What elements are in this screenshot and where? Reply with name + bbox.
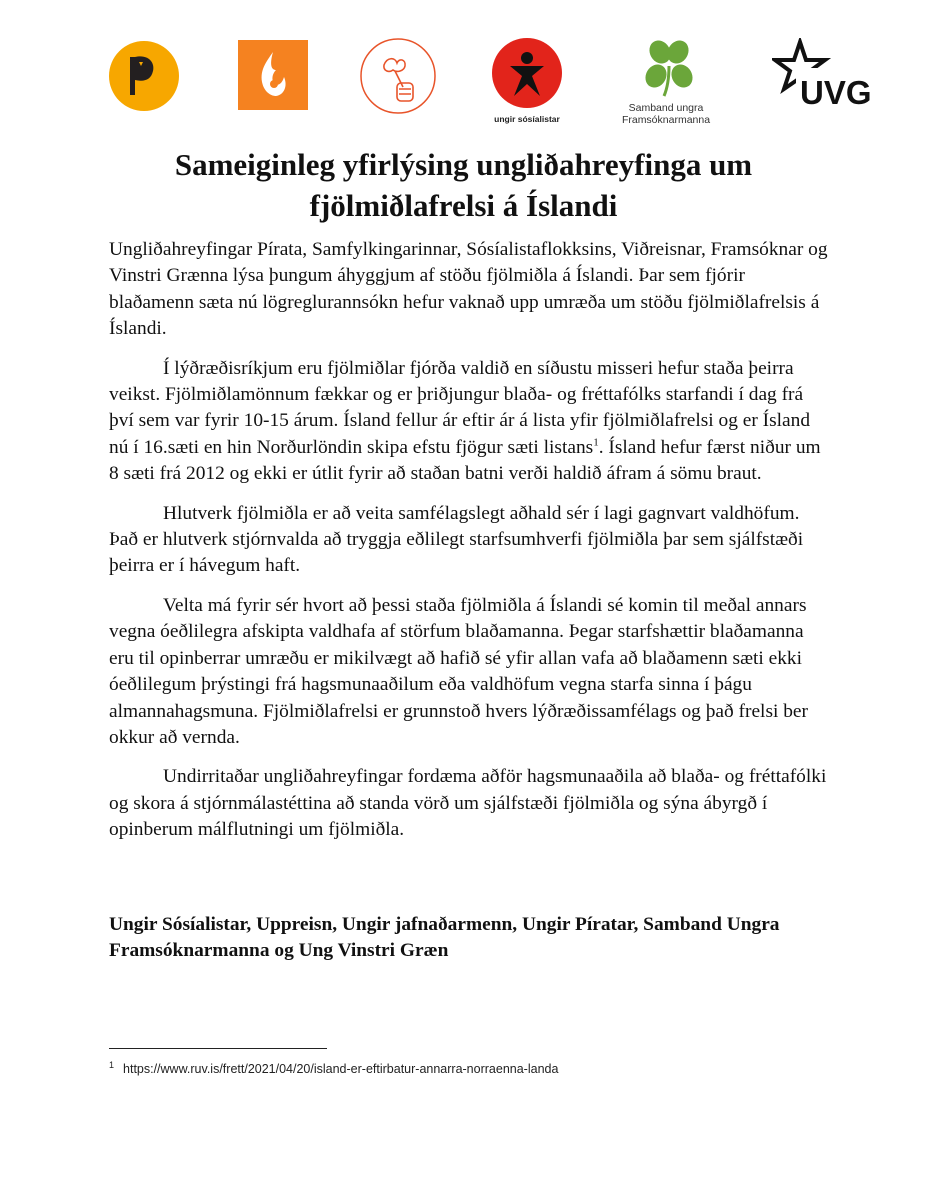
pirates-logo (108, 40, 180, 112)
paragraph-1: Ungliðahreyfingar Pírata, Samfylkingarinnar, Sósíalistaflokksins, Viðreisnar, Framsóknar og Vinstri Grænna lýsa þungum áhyggjum af stöðu fjölmiðla á Íslandi. Þar sem fjórir blaðamenn sæta nú lögreglurannsókn hefur vaknað upp umræða um stöðu fjölmiðlafrelsis á Íslandi. (109, 239, 828, 340)
footnote-divider (109, 1048, 327, 1049)
uppreisn-logo (359, 37, 437, 115)
statement-body (109, 237, 829, 857)
paragraph-2-text-a: Í lýðræðisríkjum eru fjölmiðlar fjórða valdið en síðustu misseri hefur staða þeirra veikst. Fjölmiðlamönnum fækkar og er þriðjungur blaða- og fréttafólks starfandi í dag frá því sem var fyrir 10-15 árum. Ísland fellur ár eftir ár á lista yfir fjölmiðlafrelsi og er Ísland nú í 16.sæti en hin Norðurlöndin skipa efstu fjögur sæti listans (109, 357, 811, 458)
samfylking-logo (238, 40, 308, 110)
framsokn-logo-label-line2: Framsóknarmanna (621, 114, 711, 126)
title-line-1: Sameiginleg yfirlýsing ungliðahreyfinga um (174, 147, 753, 182)
sosialistar-logo-label: ungir sósíalistar (494, 114, 560, 124)
paragraph-3: Hlutverk fjölmiðla er að veita samfélagslegt aðhald sér í lagi gagnvart valdhöfum. Það er hlutverk stjórnvalda að tryggja eðlilegt starfsumhverfi fjölmiðla þar sem sjálfstæði þeirra er í hávegum haft. (109, 502, 804, 577)
title-line-2: fjölmiðlafrelsi á Íslandi (309, 188, 618, 223)
framsokn-logo-label-line1: Samband ungra (628, 102, 704, 114)
signatories: Ungir Sósíalistar, Uppreisn, Ungir jafnaðarmenn, Ungir Píratar, Samband Ungra Framsóknarmanna og Ung Vinstri Græn (109, 914, 780, 962)
paragraph-5: Undirritaðar ungliðahreyfingar fordæma aðför hagsmunaaðila að blaða- og fréttafólki og skora á stjórnmálastéttina að standa vörð um sjálfstæði fjölmiðla og sýna ábyrgð í opinberum málflutningi um fjölmiðla. (109, 766, 827, 841)
samfylking-logo-square (238, 40, 308, 110)
paragraph-2 (109, 356, 829, 488)
paragraph-2-text-b: . Ísland hefur færst niður um 8 sæti frá 2012 og ekki er útlit fyrir að staðan batni verði haldið áfram á sömu braut. (109, 436, 821, 485)
footnote (109, 1060, 558, 1076)
uvg-logo-label: UVG (800, 74, 872, 108)
logo-row (0, 0, 927, 135)
framsokn-logo (612, 34, 724, 126)
footnote-link[interactable]: https://www.ruv.is/frett/2021/04/20/island-er-eftirbatur-annarra-norraenna-landa (123, 1062, 559, 1077)
four-leaf-clover-icon (641, 37, 696, 96)
footnote-number: 1 (109, 1060, 115, 1070)
sosialistar-logo (488, 36, 566, 126)
uvg-logo (772, 38, 894, 108)
page-title (100, 144, 827, 226)
paragraph-4: Velta má fyrir sér hvort að þessi staða fjölmiðla á Íslandi sé komin til meðal annars vegna óeðlilegra afskipta valdhafa af störfum blaðamanna. Þegar starfshættir blaðamanna eru til opinberrar umræðu er mikilvægt að hafið sé yfir allan vafa að blaðamenn sæti ekki óeðlilegum þrýstingi frá hagsmunaaðilum eða valdhöfum vegna starfa sinna í þágu almannahagsmuna. Fjölmiðlafrelsi er grunnstoð hvers lýðræðissamfélags og það frelsi ber okkur að vernda. (109, 594, 808, 748)
footnote-reference: 1 (593, 436, 599, 449)
